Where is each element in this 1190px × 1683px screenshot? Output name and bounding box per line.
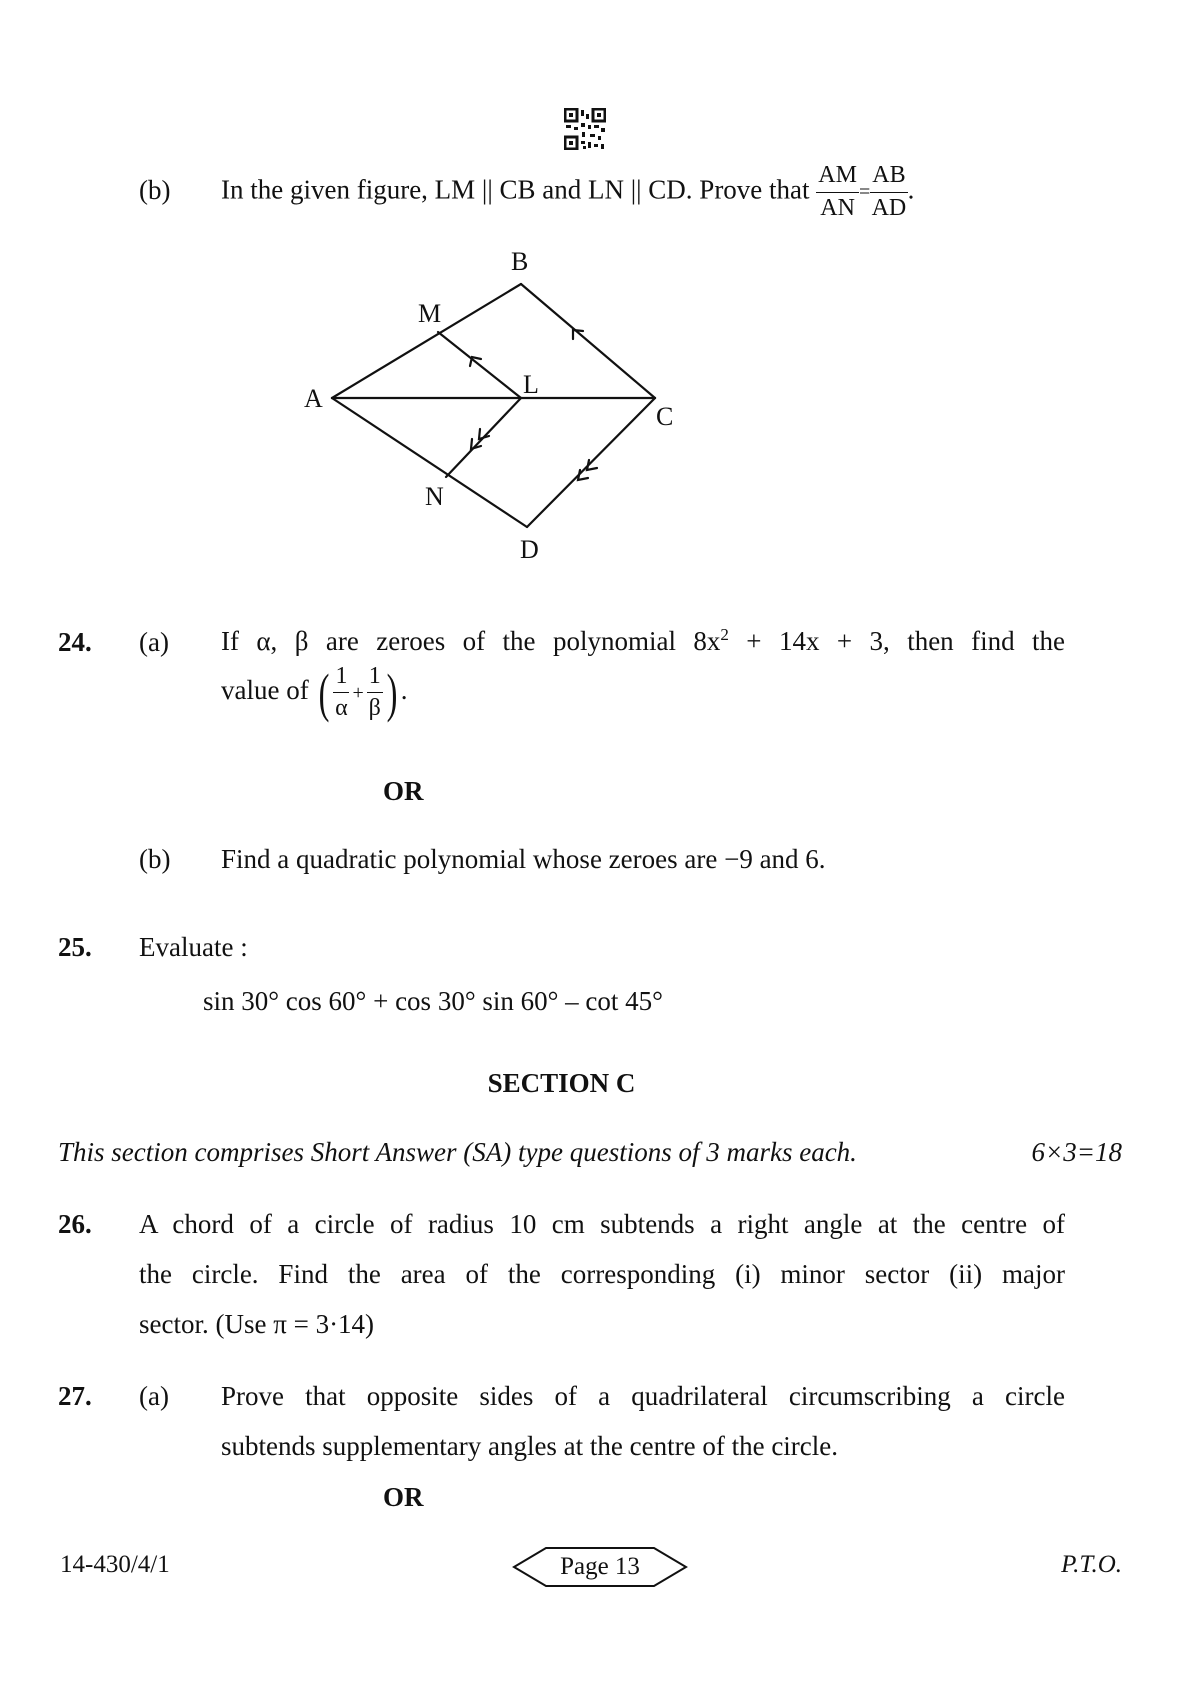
text: If α, β are zeroes of the polynomial 8x (221, 626, 721, 656)
segment-bc (521, 284, 655, 398)
q27-number: 27. (58, 1381, 92, 1411)
numerator: 1 (333, 663, 349, 694)
q26-number: 26. (58, 1209, 92, 1239)
plus-sign: + (352, 681, 364, 704)
q27a-line-2: subtends supplementary angles at the centre of the circle. (221, 1431, 839, 1461)
section-marks: 6×3=18 (1031, 1137, 1122, 1167)
text: value of (221, 675, 309, 705)
q24-or: OR (383, 776, 424, 806)
q23b-text: In the given figure, LM || CB and LN || CD. Prove that (221, 174, 810, 205)
paper-code: 14-430/4/1 (60, 1551, 170, 1578)
label-n: N (425, 482, 444, 511)
q24b-text: Find a quadratic polynomial whose zeroes are −9 and 6. (221, 844, 826, 874)
label-c: C (656, 402, 674, 431)
numerator: 1 (367, 663, 383, 694)
text: + 14x + 3, then find the (728, 626, 1065, 656)
denominator: AD (871, 194, 907, 221)
q26-line-2: the circle. Find the area of the corresponding (i) minor sector (ii) major (139, 1259, 1065, 1289)
equals-sign: = (858, 181, 871, 204)
denominator: α (335, 695, 348, 722)
geometry-figure (0, 0, 1190, 600)
left-paren: ( (319, 662, 330, 723)
q27a-label: (a) (139, 1381, 169, 1411)
fraction-1-alpha (333, 663, 349, 723)
section-title: SECTION C (487, 1068, 636, 1098)
q23b-label: (b) (139, 175, 171, 205)
denominator: AN (820, 194, 855, 221)
right-paren: ) (386, 662, 398, 723)
q24a-line2 (221, 660, 407, 723)
q26-line-1: A chord of a circle of radius 10 cm subtends a right angle at the centre of (139, 1209, 1065, 1239)
segment-lm (438, 332, 521, 398)
q25-text: Evaluate : (139, 932, 248, 962)
label-b: B (511, 247, 529, 276)
exponent: 2 (720, 625, 729, 644)
numerator: AB (870, 162, 907, 193)
label-a: A (304, 384, 323, 413)
period: . (907, 174, 915, 205)
q24a-line1 (221, 626, 1065, 655)
denominator: β (368, 695, 381, 722)
fraction-1-beta (367, 663, 383, 723)
label-m: M (418, 299, 442, 328)
q25-number: 25. (58, 932, 92, 962)
page-number: Page 13 (560, 1553, 640, 1580)
period: . (400, 675, 408, 705)
segment-cd (527, 398, 655, 527)
q24-number: 24. (58, 627, 92, 657)
q27a-line-1: Prove that opposite sides of a quadrilateral circumscribing a circle (221, 1381, 1065, 1411)
label-d: D (520, 535, 539, 564)
numerator: AM (816, 162, 859, 193)
q25-expression: sin 30° cos 60° + cos 30° sin 60° – cot 45° (203, 986, 663, 1016)
label-l: L (523, 370, 539, 399)
q24a-label: (a) (139, 627, 169, 657)
pto-label: P.T.O. (1061, 1551, 1122, 1578)
q27-or: OR (383, 1482, 424, 1512)
section-description: This section comprises Short Answer (SA) type questions of 3 marks each. (58, 1137, 857, 1167)
q24b-label: (b) (139, 844, 171, 874)
q26-line-3: sector. (Use π = 3·14) (139, 1309, 375, 1339)
page-number-badge (512, 1546, 688, 1588)
